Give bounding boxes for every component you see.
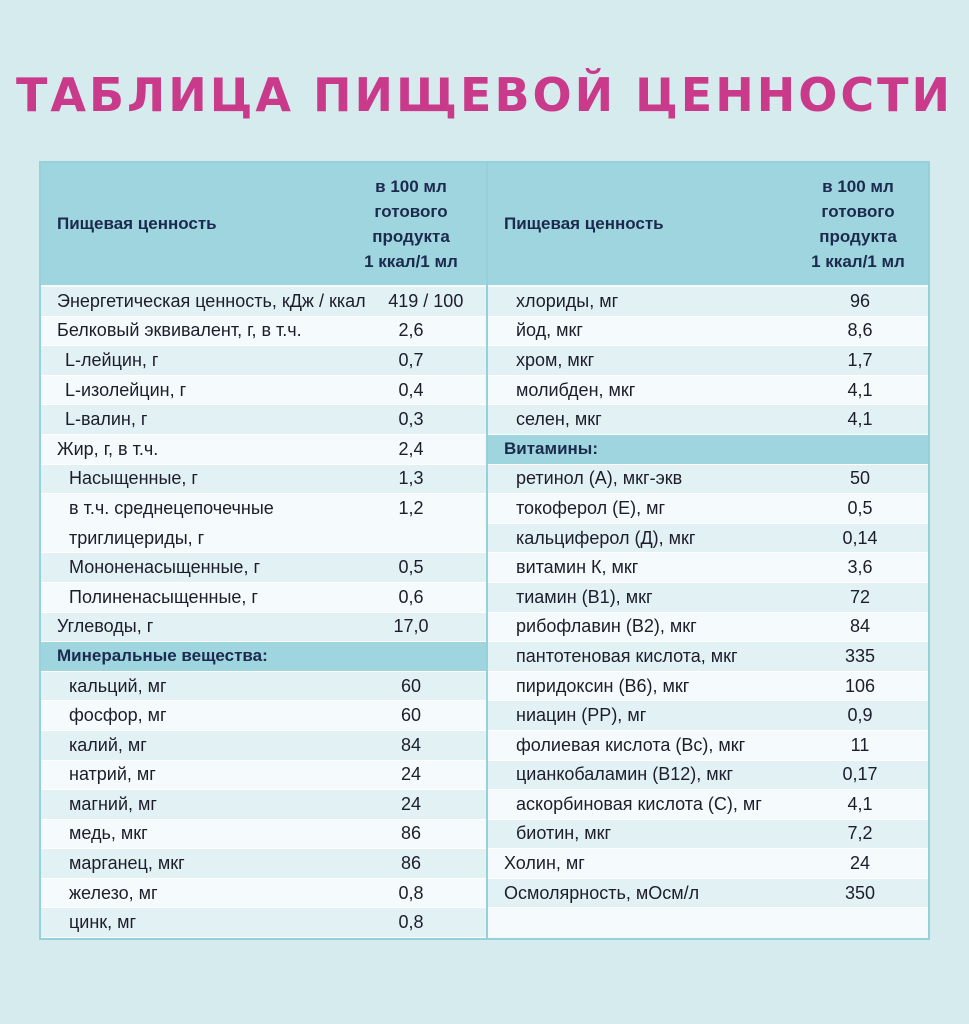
table-row (41, 405, 486, 435)
nutrient-value: 96 (849, 290, 871, 311)
table-row (488, 583, 928, 613)
nutrient-name: кальций, мг (69, 675, 167, 696)
nutrient-value: 0,5 (398, 557, 424, 578)
nutrient-name: L-лейцин, г (65, 349, 159, 370)
header-value (788, 174, 928, 274)
nutrient-value: 0,8 (398, 882, 424, 903)
nutrient-name: Энергетическая ценность, кДж / ккал (57, 290, 366, 311)
header-value-line: готового (374, 202, 448, 221)
nutrient-value: 50 (849, 468, 871, 489)
nutrient-value: 4,1 (847, 409, 873, 430)
nutrient-value: 0,4 (398, 379, 424, 400)
table-row (488, 672, 928, 702)
nutrient-value: 419 / 100 (388, 290, 464, 311)
table-row (41, 761, 486, 791)
table-row (488, 849, 928, 879)
table-row (41, 553, 486, 583)
header-value-line: 1 ккал/1 мл (811, 252, 905, 271)
nutrient-name: марганец, мкг (69, 853, 185, 874)
table-row (41, 879, 486, 909)
table-row (41, 672, 486, 702)
nutrition-table (39, 161, 930, 940)
nutrient-name: в т.ч. среднецепочечные триглицериды, г (69, 498, 274, 548)
nutrient-value: 0,5 (847, 497, 873, 518)
nutrient-name: фосфор, мг (69, 705, 167, 726)
nutrient-value: 7,2 (847, 823, 873, 844)
table-column-left (41, 163, 488, 938)
nutrient-name: Полиненасыщенные, г (69, 586, 258, 607)
table-header (41, 163, 486, 285)
nutrient-value: 11 (850, 734, 870, 755)
nutrient-name: кальциферол (Д), мкг (516, 527, 696, 548)
header-value-line: в 100 мл (375, 177, 447, 196)
nutrient-name: калий, мг (69, 734, 147, 755)
table-row (488, 494, 928, 524)
nutrient-value: 0,7 (398, 349, 424, 370)
nutrient-value: 0,8 (398, 912, 424, 933)
table-row (41, 317, 486, 347)
table-row (41, 346, 486, 376)
header-value-line: в 100 мл (822, 177, 894, 196)
nutrient-name: аскорбиновая кислота (С), мг (516, 793, 762, 814)
table-row (488, 553, 928, 583)
nutrient-name: рибофлавин (В2), мкг (516, 616, 697, 637)
nutrient-value: 350 (844, 882, 876, 903)
nutrient-name: цианкобаламин (В12), мкг (516, 764, 734, 785)
nutrient-name: Мононенасыщенные, г (69, 557, 261, 578)
nutrient-name: хлориды, мг (516, 290, 619, 311)
nutrient-name: Осмолярность, мОсм/л (504, 882, 700, 903)
nutrient-name: Жир, г, в т.ч. (57, 438, 159, 459)
nutrient-value: 84 (849, 616, 871, 637)
nutrient-value: 1,7 (847, 349, 873, 370)
nutrient-name: тиамин (В1), мкг (516, 586, 653, 607)
table-column-right (488, 163, 928, 938)
table-row (488, 317, 928, 347)
nutrient-name: витамин К, мкг (516, 557, 639, 578)
table-row (41, 287, 486, 317)
nutrient-name: магний, мг (69, 793, 157, 814)
nutrient-name: L-изолейцин, г (65, 379, 187, 400)
nutrient-value: 1,3 (398, 468, 424, 489)
nutrient-name: хром, мкг (516, 349, 595, 370)
nutrient-name: селен, мкг (516, 409, 602, 430)
nutrient-name: ниацин (РР), мг (516, 705, 647, 726)
table-row (488, 613, 928, 643)
table-row (41, 376, 486, 406)
nutrient-name: железо, мг (69, 882, 158, 903)
table-row (488, 642, 928, 672)
table-row (41, 820, 486, 850)
table-header (488, 163, 928, 285)
nutrient-value: 24 (400, 764, 422, 785)
nutrient-value: 84 (400, 734, 422, 755)
table-row (41, 731, 486, 761)
header-name: Пищевая ценность (57, 214, 217, 233)
nutrient-name: йод, мкг (516, 320, 583, 341)
nutrient-value: 2,4 (398, 438, 424, 459)
nutrient-name: токоферол (Е), мг (516, 497, 666, 518)
nutrient-name: пиридоксин (В6), мкг (516, 675, 690, 696)
nutrient-value: 106 (844, 675, 876, 696)
table-row (41, 849, 486, 879)
nutrient-name: Белковый эквивалент, г, в т.ч. (57, 320, 302, 341)
table-row (488, 790, 928, 820)
nutrient-name: ретинол (А), мкг-экв (516, 468, 683, 489)
table-row (41, 613, 486, 643)
table-row (488, 761, 928, 791)
table-row (41, 465, 486, 495)
nutrient-name: пантотеновая кислота, мкг (516, 645, 738, 666)
nutrient-name: фолиевая кислота (Вс), мкг (516, 734, 746, 755)
nutrient-value: 60 (400, 675, 422, 696)
nutrient-name: Холин, мг (504, 853, 585, 874)
table-row (488, 405, 928, 435)
table-row (488, 524, 928, 554)
nutrient-value: 0,14 (842, 527, 878, 548)
nutrient-name: Углеводы, г (57, 616, 154, 637)
nutrient-name: Насыщенные, г (69, 468, 198, 489)
nutrient-value: 24 (400, 793, 422, 814)
section-title: Минеральные вещества: (57, 646, 268, 666)
header-value-line: 1 ккал/1 мл (364, 252, 458, 271)
nutrient-value: 0,3 (398, 409, 424, 430)
nutrient-value: 8,6 (847, 320, 873, 341)
header-value (336, 174, 486, 274)
nutrient-name: цинк, мг (69, 912, 137, 933)
header-value-line: продукта (372, 227, 450, 246)
nutrient-value: 17,0 (393, 616, 429, 637)
table-row (41, 494, 486, 553)
header-value-line: готового (821, 202, 895, 221)
nutrient-value: 2,6 (398, 320, 424, 341)
table-body-right (488, 287, 928, 908)
table-row (488, 346, 928, 376)
nutrient-value: 86 (400, 823, 422, 844)
nutrient-value: 24 (849, 853, 871, 874)
section-title: Витамины: (504, 439, 598, 459)
nutrient-value: 0,17 (842, 764, 878, 785)
table-row (41, 790, 486, 820)
nutrient-value: 335 (844, 645, 876, 666)
table-row (488, 701, 928, 731)
nutrient-value: 0,6 (398, 586, 424, 607)
table-row (488, 287, 928, 317)
table-row (41, 908, 486, 938)
nutrient-value: 4,1 (847, 793, 873, 814)
nutrient-value: 4,1 (847, 379, 873, 400)
table-row (488, 731, 928, 761)
table-row (488, 465, 928, 495)
section-row (488, 435, 928, 465)
header-name: Пищевая ценность (504, 214, 664, 233)
nutrient-name: биотин, мкг (516, 823, 612, 844)
table-row (488, 879, 928, 909)
nutrient-value: 72 (849, 586, 871, 607)
table-row (41, 435, 486, 465)
nutrient-name: натрий, мг (69, 764, 156, 785)
table-row (41, 701, 486, 731)
table-body-left (41, 287, 486, 938)
table-row (488, 376, 928, 406)
nutrient-value: 3,6 (847, 557, 873, 578)
table-row (41, 583, 486, 613)
header-value-line: продукта (819, 227, 897, 246)
nutrient-name: медь, мкг (69, 823, 148, 844)
nutrient-value: 0,9 (847, 705, 873, 726)
section-row (41, 642, 486, 672)
page-title: ТАБЛИЦА ПИЩЕВОЙ ЦЕННОСТИ (16, 68, 953, 122)
nutrient-value: 1,2 (398, 498, 424, 519)
nutrient-value: 60 (400, 705, 422, 726)
nutrient-name: молибден, мкг (516, 379, 636, 400)
nutrient-name: L-валин, г (65, 409, 148, 430)
table-row (488, 820, 928, 850)
nutrient-value: 86 (400, 853, 422, 874)
